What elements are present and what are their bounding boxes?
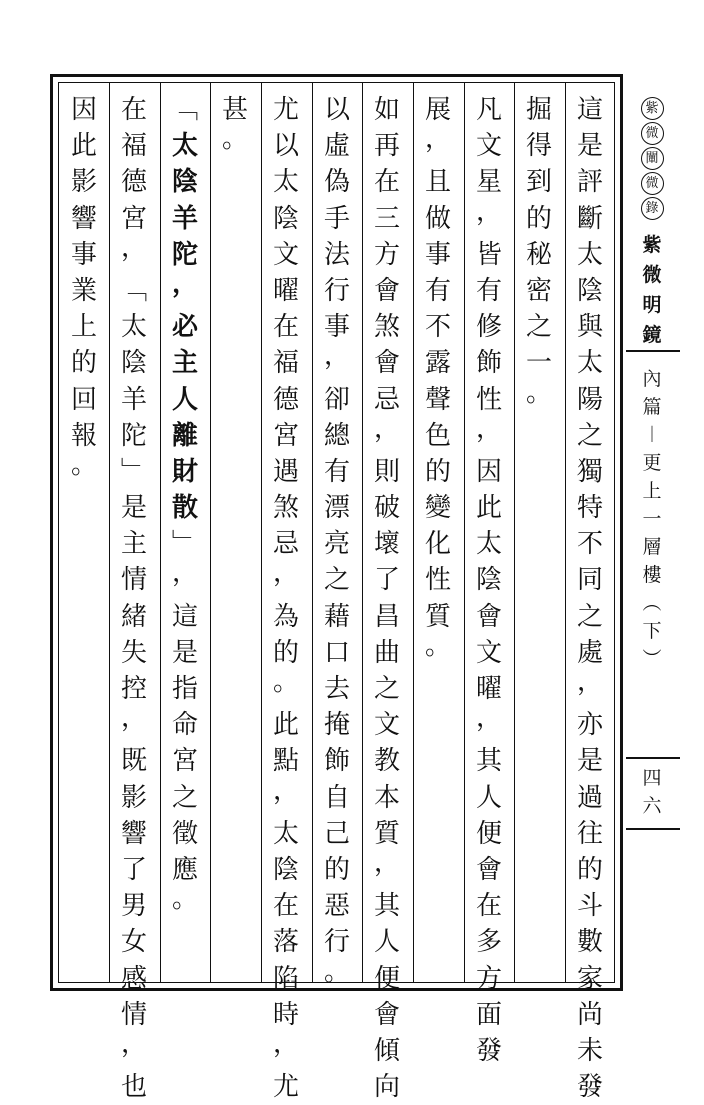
glyph: 到 xyxy=(525,167,552,198)
glyph: 昌 xyxy=(373,601,400,632)
glyph: 點 xyxy=(272,746,299,777)
glyph: 既 xyxy=(120,746,147,777)
glyph: 宮 xyxy=(120,203,147,234)
glyph: 人 xyxy=(171,384,198,415)
glyph: 數 xyxy=(576,927,603,958)
glyph: ， xyxy=(475,703,502,734)
glyph: 主 xyxy=(171,348,198,379)
glyph: 的 xyxy=(525,203,552,234)
glyph: 修 xyxy=(475,312,502,343)
glyph: 密 xyxy=(525,275,552,306)
glyph: 本 xyxy=(373,782,400,813)
glyph: ﹂ xyxy=(120,456,147,487)
header-glyph: 四 xyxy=(642,767,662,789)
glyph: 之 xyxy=(576,601,603,632)
glyph: 有 xyxy=(475,275,502,306)
text-column xyxy=(59,92,109,490)
glyph: 陽 xyxy=(576,384,603,415)
glyph: 之 xyxy=(171,782,198,813)
text-column xyxy=(312,92,362,997)
glyph: 宮 xyxy=(272,420,299,451)
glyph: 財 xyxy=(171,456,198,487)
glyph: 時 xyxy=(272,999,299,1030)
header-glyph: ︱ xyxy=(642,424,662,446)
glyph: 會 xyxy=(475,854,502,885)
glyph: 之 xyxy=(525,312,552,343)
glyph: 響 xyxy=(70,203,97,234)
glyph: 上 xyxy=(70,312,97,343)
glyph: 掩 xyxy=(323,710,350,741)
glyph: 總 xyxy=(323,420,350,451)
glyph: 之 xyxy=(576,420,603,451)
glyph: 有 xyxy=(323,456,350,487)
glyph: 在 xyxy=(272,312,299,343)
glyph: 文 xyxy=(272,239,299,270)
glyph: 色 xyxy=(424,420,451,451)
glyph: 太 xyxy=(272,167,299,198)
glyph: 質 xyxy=(424,601,451,632)
glyph: 口 xyxy=(323,637,350,668)
glyph: 了 xyxy=(120,854,147,885)
glyph: 陰 xyxy=(475,565,502,596)
glyph: 之 xyxy=(373,674,400,704)
glyph: 文 xyxy=(475,637,502,668)
glyph: 壞 xyxy=(373,529,400,560)
circled-glyph: 微 xyxy=(641,122,664,145)
glyph: 行 xyxy=(323,927,350,958)
glyph: 以 xyxy=(272,131,299,162)
glyph: 甚 xyxy=(221,95,248,125)
page-number-divider-top xyxy=(626,757,680,759)
glyph: 是 xyxy=(120,493,147,524)
glyph: 發 xyxy=(475,1035,502,1066)
glyph: 斗 xyxy=(576,891,603,922)
glyph: 應 xyxy=(171,854,198,885)
glyph: ﹁ xyxy=(171,95,198,125)
header-glyph: 樓 xyxy=(642,564,662,586)
glyph: 會 xyxy=(475,601,502,632)
glyph: ， xyxy=(272,558,299,589)
glyph: 飾 xyxy=(323,746,350,777)
glyph: 性 xyxy=(424,565,451,596)
glyph: 。 xyxy=(525,377,552,408)
section-title xyxy=(625,365,679,673)
header-glyph: ︵ xyxy=(642,592,662,614)
header-glyph: 上 xyxy=(642,480,662,502)
header-glyph: 更 xyxy=(642,452,662,474)
glyph: 方 xyxy=(475,963,502,994)
glyph: ， xyxy=(373,413,400,444)
glyph: 太 xyxy=(576,239,603,270)
glyph: 掘 xyxy=(525,95,552,125)
glyph: 面 xyxy=(475,999,502,1030)
glyph: 響 xyxy=(120,818,147,849)
glyph: 不 xyxy=(576,529,603,560)
header-divider xyxy=(626,350,680,352)
glyph: 卻 xyxy=(323,384,350,415)
glyph: 評 xyxy=(576,167,603,198)
glyph: 的 xyxy=(424,456,451,487)
glyph: 影 xyxy=(70,167,97,198)
glyph: 向 xyxy=(373,1072,400,1103)
glyph: ， xyxy=(171,268,198,299)
glyph: 方 xyxy=(373,239,400,270)
glyph: 凡 xyxy=(475,95,502,125)
glyph: 太 xyxy=(272,818,299,849)
glyph: 同 xyxy=(576,565,603,596)
glyph: 未 xyxy=(576,1035,603,1066)
glyph: 秘 xyxy=(525,239,552,270)
glyph: 皆 xyxy=(475,239,502,270)
glyph: 其 xyxy=(373,891,400,922)
glyph: 太 xyxy=(576,348,603,379)
glyph: 過 xyxy=(576,782,603,813)
header-glyph: 明 xyxy=(642,294,662,316)
header-glyph: 微 xyxy=(642,264,662,286)
glyph: 陰 xyxy=(576,275,603,306)
text-column xyxy=(109,92,159,1105)
glyph: 斷 xyxy=(576,203,603,234)
header-glyph: 鏡 xyxy=(642,324,662,346)
glyph: 宮 xyxy=(171,746,198,777)
glyph: 在 xyxy=(373,167,400,198)
header-glyph: ︶ xyxy=(642,648,662,670)
glyph: ﹁ xyxy=(120,275,147,306)
glyph: 是 xyxy=(576,131,603,162)
glyph: 陷 xyxy=(272,963,299,994)
glyph: 也 xyxy=(120,1072,147,1103)
glyph: 。 xyxy=(171,884,198,915)
glyph: 飾 xyxy=(475,348,502,379)
glyph: ， xyxy=(475,413,502,444)
header-glyph: 一 xyxy=(642,508,662,530)
glyph: 不 xyxy=(424,312,451,343)
glyph: 忌 xyxy=(272,529,299,560)
header-glyph: 篇 xyxy=(642,396,662,418)
header-glyph: 下 xyxy=(642,620,662,642)
glyph: 之 xyxy=(323,565,350,596)
glyph: 如 xyxy=(373,95,400,125)
glyph: 散 xyxy=(171,493,198,524)
glyph: 且 xyxy=(424,167,451,198)
glyph: 陀 xyxy=(171,239,198,270)
text-column xyxy=(514,92,564,418)
glyph: 再 xyxy=(373,131,400,162)
glyph: ， xyxy=(272,1028,299,1059)
glyph: 聲 xyxy=(424,384,451,415)
glyph: 在 xyxy=(475,891,502,922)
glyph: ﹂ xyxy=(171,529,198,560)
header-glyph: 層 xyxy=(642,536,662,558)
glyph: 文 xyxy=(373,710,400,741)
glyph: 發 xyxy=(576,1072,603,1103)
glyph: 德 xyxy=(272,384,299,415)
glyph: 人 xyxy=(475,782,502,813)
glyph: 離 xyxy=(171,420,198,451)
glyph: 福 xyxy=(272,348,299,379)
page-number-divider-bottom xyxy=(626,828,680,830)
glyph: 煞 xyxy=(373,312,400,343)
glyph: 主 xyxy=(120,529,147,560)
glyph: 因 xyxy=(70,95,97,125)
glyph: 太 xyxy=(171,131,198,162)
glyph: 漂 xyxy=(323,493,350,524)
glyph: 法 xyxy=(323,239,350,270)
glyph: 則 xyxy=(373,456,400,487)
glyph: ， xyxy=(373,847,400,878)
glyph: 失 xyxy=(120,637,147,668)
glyph: 曜 xyxy=(475,674,502,704)
glyph: 做 xyxy=(424,203,451,234)
glyph: 徵 xyxy=(171,818,198,849)
glyph: ， xyxy=(120,232,147,263)
glyph: 陀 xyxy=(120,420,147,451)
glyph: 教 xyxy=(373,746,400,777)
glyph: 陰 xyxy=(120,348,147,379)
glyph: ， xyxy=(272,775,299,806)
glyph: 是 xyxy=(171,637,198,668)
glyph: 性 xyxy=(475,384,502,415)
glyph: 此 xyxy=(70,131,97,162)
glyph: 德 xyxy=(120,167,147,198)
glyph: 了 xyxy=(373,565,400,596)
glyph: 男 xyxy=(120,891,147,922)
circled-glyph: 紫 xyxy=(641,97,664,120)
column-rule xyxy=(210,83,211,982)
circled-glyph: 微 xyxy=(641,172,664,195)
glyph: 。 xyxy=(70,449,97,480)
glyph: 命 xyxy=(171,710,198,741)
glyph: ， xyxy=(576,667,603,697)
glyph: 處 xyxy=(576,637,603,668)
glyph: 落 xyxy=(272,927,299,958)
glyph: 這 xyxy=(171,601,198,632)
glyph: 陰 xyxy=(272,203,299,234)
page-number xyxy=(625,764,679,820)
glyph: 質 xyxy=(373,818,400,849)
glyph: ， xyxy=(424,124,451,155)
text-column xyxy=(565,92,615,1105)
glyph: 情 xyxy=(120,565,147,596)
glyph: 忌 xyxy=(373,384,400,415)
glyph: 指 xyxy=(171,674,198,704)
header-glyph: 內 xyxy=(642,368,662,390)
glyph: 緒 xyxy=(120,601,147,632)
text-column xyxy=(261,92,311,1105)
glyph: 傾 xyxy=(373,1035,400,1066)
header-glyph: 紫 xyxy=(642,234,662,256)
glyph: 與 xyxy=(576,312,603,343)
glyph: 太 xyxy=(475,529,502,560)
glyph: 惡 xyxy=(323,891,350,922)
glyph: 往 xyxy=(576,818,603,849)
text-column xyxy=(413,92,463,671)
glyph: 化 xyxy=(424,529,451,560)
glyph: 行 xyxy=(323,275,350,306)
book-title xyxy=(625,230,679,350)
glyph: 感 xyxy=(120,963,147,994)
glyph: 亮 xyxy=(323,529,350,560)
glyph: 回 xyxy=(70,384,97,415)
glyph: 。 xyxy=(323,956,350,987)
glyph: 的 xyxy=(70,348,97,379)
glyph: 事 xyxy=(70,239,97,270)
glyph: 在 xyxy=(120,95,147,125)
glyph: 女 xyxy=(120,927,147,958)
glyph: 控 xyxy=(120,674,147,704)
glyph: 便 xyxy=(475,818,502,849)
glyph: 。 xyxy=(221,124,248,155)
circled-glyph: 闡 xyxy=(641,147,664,170)
glyph: ， xyxy=(120,1028,147,1059)
glyph: 去 xyxy=(323,674,350,704)
glyph: 太 xyxy=(120,312,147,343)
glyph: 尤 xyxy=(272,1072,299,1103)
glyph: 會 xyxy=(373,999,400,1030)
header-glyph: 六 xyxy=(642,795,662,817)
glyph: 事 xyxy=(323,312,350,343)
text-column xyxy=(210,92,260,164)
glyph: 羊 xyxy=(120,384,147,415)
glyph: 是 xyxy=(576,746,603,777)
glyph: 尤 xyxy=(272,95,299,125)
glyph: 一 xyxy=(525,348,552,379)
glyph: 文 xyxy=(475,131,502,162)
glyph: 露 xyxy=(424,348,451,379)
series-title xyxy=(625,96,679,221)
text-column xyxy=(464,92,514,1069)
glyph: 。 xyxy=(272,667,299,697)
glyph: 陰 xyxy=(272,854,299,885)
glyph: 手 xyxy=(323,203,350,234)
glyph: 此 xyxy=(272,710,299,741)
glyph: 人 xyxy=(373,927,400,958)
glyph: 星 xyxy=(475,167,502,198)
glyph: 為 xyxy=(272,601,299,632)
glyph: 的 xyxy=(576,854,603,885)
text-column xyxy=(362,92,412,1105)
glyph: 尚 xyxy=(576,999,603,1030)
glyph: 多 xyxy=(475,927,502,958)
glyph: 羊 xyxy=(171,203,198,234)
glyph: 以 xyxy=(323,95,350,125)
glyph: 其 xyxy=(475,746,502,777)
glyph: 此 xyxy=(475,493,502,524)
glyph: 特 xyxy=(576,493,603,524)
glyph: 業 xyxy=(70,275,97,306)
glyph: ， xyxy=(171,558,198,589)
glyph: 便 xyxy=(373,963,400,994)
glyph: 這 xyxy=(576,95,603,125)
glyph: 的 xyxy=(323,854,350,885)
glyph: 家 xyxy=(576,963,603,994)
glyph: 煞 xyxy=(272,493,299,524)
glyph: 必 xyxy=(171,312,198,343)
glyph: 曜 xyxy=(272,275,299,306)
glyph: 偽 xyxy=(323,167,350,198)
glyph: 獨 xyxy=(576,456,603,487)
glyph: 陰 xyxy=(171,167,198,198)
glyph: 變 xyxy=(424,493,451,524)
glyph: 。 xyxy=(424,630,451,661)
glyph: 會 xyxy=(373,275,400,306)
glyph: 會 xyxy=(373,348,400,379)
glyph: 有 xyxy=(424,275,451,306)
glyph: 亦 xyxy=(576,710,603,741)
glyph: 曲 xyxy=(373,637,400,668)
glyph: 展 xyxy=(424,95,451,125)
glyph: 福 xyxy=(120,131,147,162)
glyph: 三 xyxy=(373,203,400,234)
glyph: 自 xyxy=(323,782,350,813)
glyph: 影 xyxy=(120,782,147,813)
glyph: 遇 xyxy=(272,456,299,487)
glyph: 報 xyxy=(70,420,97,451)
glyph: ， xyxy=(475,196,502,227)
glyph: 情 xyxy=(120,999,147,1030)
glyph: 破 xyxy=(373,493,400,524)
glyph: ， xyxy=(120,703,147,734)
glyph: 因 xyxy=(475,456,502,487)
glyph: 的 xyxy=(272,637,299,668)
glyph: 得 xyxy=(525,131,552,162)
circled-glyph: 錄 xyxy=(641,197,664,220)
glyph: 己 xyxy=(323,818,350,849)
glyph: 在 xyxy=(272,891,299,922)
text-column xyxy=(160,92,210,924)
glyph: 藉 xyxy=(323,601,350,632)
glyph: 事 xyxy=(424,239,451,270)
glyph: 虛 xyxy=(323,131,350,162)
glyph: ， xyxy=(323,341,350,372)
